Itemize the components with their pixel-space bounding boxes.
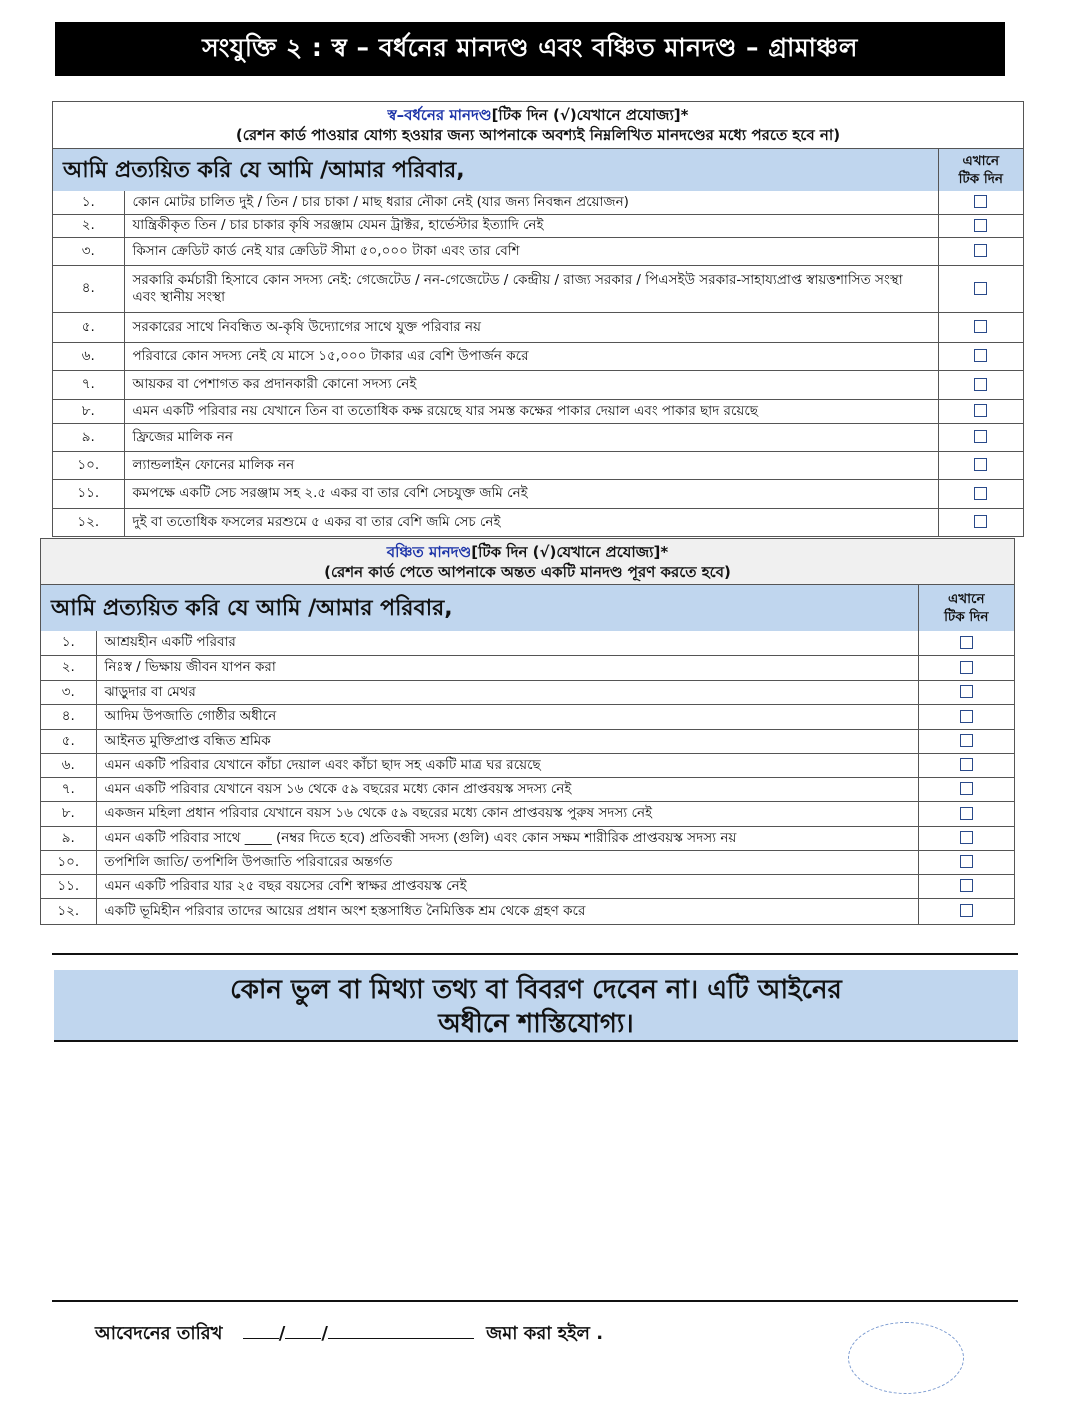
checkbox-icon[interactable] [960,758,973,771]
section-instruction: [টিক দিন (√)যেখানে প্রযোজ্য]* [491,106,689,124]
criterion-text: পরিবারে কোন সদস্য নেই যে মাসে ১৫,০০০ টাকার এর বেশি উপার্জন করে [124,342,938,370]
checkbox-icon[interactable] [974,219,987,232]
checkbox-icon[interactable] [974,195,987,208]
tick-cell[interactable] [938,191,1023,214]
tick-column-header: এখানে টিক দিন [938,149,1023,191]
checkbox-icon[interactable] [960,782,973,795]
self-enrichment-criteria-section [52,101,1024,537]
tick-cell[interactable] [918,826,1014,850]
table-row [53,237,1023,265]
row-number: ১. [41,631,96,655]
table-row [53,342,1023,370]
tick-cell[interactable] [918,874,1014,898]
table-row [41,680,1014,704]
table-row [41,777,1014,801]
table-row [41,631,1014,655]
criterion-text: একজন মহিলা প্রধান পরিবার যেখানে বয়স ১৬ থেকে ৫৯ বছরের মধ্যে কোন প্রাপ্তবয়স্ক পুরুষ সদস্য নেই [96,801,918,826]
criterion-text: এমন একটি পরিবার যার ২৫ বছর বয়সের বেশি স্বাক্ষর প্রাপ্তবয়স্ক নেই [96,874,918,898]
checkbox-icon[interactable] [974,282,987,295]
date-label: আবেদনের তারিখ [95,1323,223,1344]
checkbox-icon[interactable] [974,515,987,528]
checkbox-icon[interactable] [974,487,987,500]
tick-cell[interactable] [938,479,1023,508]
tick-cell[interactable] [918,850,1014,874]
tick-cell[interactable] [918,729,1014,753]
row-number: ৩. [53,237,124,265]
table-row [53,370,1023,399]
row-number: ১২. [41,898,96,924]
tick-cell[interactable] [938,423,1023,451]
checkbox-icon[interactable] [960,879,973,892]
application-date-row: আবেদনের তারিখ / / জমা করা হইল . [95,1318,603,1350]
row-number: ২. [53,214,124,237]
checkbox-icon[interactable] [960,636,973,649]
date-year-field[interactable] [328,1318,474,1339]
section-subheading: (রেশন কার্ড পাওয়ার যোগ্য হওয়ার জন্য আপনাকে অবশ্যই নিম্নলিখিত মানদণ্ডের মধ্যে পরতে হবে না) [235,126,841,144]
row-number: ৫. [53,312,124,342]
criterion-text: আশ্রয়হীন একটি পরিবার [96,631,918,655]
table-row [53,423,1023,451]
table-row [41,826,1014,850]
tick-cell[interactable] [938,399,1023,423]
stamp-circle [848,1322,964,1394]
tick-cell[interactable] [918,777,1014,801]
criterion-text: এমন একটি পরিবার যেখানে কাঁচা দেয়াল এবং কাঁচা ছাদ সহ একটি মাত্র ঘর রয়েছে [96,753,918,777]
checkbox-icon[interactable] [974,378,987,391]
criterion-text: সরকারি কর্মচারী হিসাবে কোন সদস্য নেই: গেজেটেড / নন-গেজেটেড / কেন্দ্রীয় / রাজ্য সরকার / পিএসইউ সরকার-সাহায্যপ্রাপ্ত স্বায়ত্তশাসিত সংস্থা এবং স্থানীয় সংস্থা [124,265,938,312]
checkbox-icon[interactable] [960,685,973,698]
section-title: বঞ্চিত মানদণ্ড [386,543,472,561]
row-number: ৭. [41,777,96,801]
deprived-criteria-section [40,538,1015,925]
checkbox-icon[interactable] [960,855,973,868]
checkbox-icon[interactable] [974,458,987,471]
section-heading [53,102,1023,149]
table-row [53,312,1023,342]
checkbox-icon[interactable] [960,710,973,723]
table-row [53,191,1023,214]
legal-warning [54,970,1018,1042]
warning-line-1: কোন ভুল বা মিথ্যা তথ্য বা বিবরণ দেবেন না। এটি আইনের [230,975,842,1005]
checkbox-icon[interactable] [974,404,987,417]
tick-cell[interactable] [918,898,1014,924]
checkbox-icon[interactable] [960,807,973,820]
table-row [53,214,1023,237]
checkbox-icon[interactable] [974,349,987,362]
row-number: ৪. [53,265,124,312]
tick-cell[interactable] [938,342,1023,370]
date-month-field[interactable] [285,1318,321,1339]
tick-cell[interactable] [918,631,1014,655]
table-header-row [41,585,1014,631]
row-number: ১. [53,191,124,214]
tick-column-header: এখানে টিক দিন [918,585,1014,631]
table-row [41,898,1014,924]
row-number: ১০. [53,451,124,479]
date-day-field[interactable] [243,1318,279,1339]
tick-cell[interactable] [938,370,1023,399]
section-title: স্ব–বর্ধনের মানদণ্ড [387,106,492,124]
row-number: ৯. [41,826,96,850]
table-header-row [53,149,1023,191]
row-number: ২. [41,655,96,680]
tick-cell[interactable] [938,508,1023,536]
tick-cell[interactable] [938,265,1023,312]
criterion-text: এমন একটি পরিবার যেখানে বয়স ১৬ থেকে ৫৯ বছরের মধ্যে কোন প্রাপ্তবয়স্ক সদস্য নেই [96,777,918,801]
row-number: ৬. [53,342,124,370]
table-row [53,451,1023,479]
section-instruction: [টিক দিন (√)যেখানে প্রযোজ্য]* [471,543,669,561]
row-number: ১১. [53,479,124,508]
criterion-text: আদিম উপজাতি গোষ্ঠীর অধীনে [96,704,918,729]
tick-cell[interactable] [918,704,1014,729]
tick-cell[interactable] [938,214,1023,237]
criterion-text: তপশিলি জাতি/ তপশিলি উপজাতি পরিবারের অন্তর্গত [96,850,918,874]
declaration-text: আমি প্রত্যয়িত করি যে আমি /আমার পরিবার, [41,585,918,631]
criterion-text: যান্ত্রিকীকৃত তিন / চার চাকার কৃষি সরঞ্জাম যেমন ট্রাক্টর, হার্ভেস্টার ইত্যাদি নেই [124,214,938,237]
table-row [41,801,1014,826]
criterion-text: কমপক্ষে একটি সেচ সরঞ্জাম সহ ২.৫ একর বা তার বেশি সেচযুক্ত জমি নেই [124,479,938,508]
table-row [41,704,1014,729]
criterion-text: ঝাড়ুদার বা মেথর [96,680,918,704]
criterion-text: কোন মোটর চালিত দুই / তিন / চার চাকা / মাছ ধরার নৌকা নেই (যার জন্য নিবন্ধন প্রয়োজন) [124,191,938,214]
tick-cell[interactable] [938,451,1023,479]
criterion-text: এমন একটি পরিবার সাথে ____ (নম্বর দিতে হবে) প্রতিবন্ধী সদস্য (গুলি) এবং কোন সক্ষম শারীরিক প্রাপ্তবয়স্ক সদস্য নয় [96,826,918,850]
row-number: ৪. [41,704,96,729]
row-number: ৭. [53,370,124,399]
page-title: সংযুক্তি ২ : স্ব – বর্ধনের মানদণ্ড এবং বঞ্চিত মানদণ্ড – গ্রামাঞ্চল [55,22,1005,76]
tick-cell[interactable] [918,753,1014,777]
checkbox-icon[interactable] [960,734,973,747]
divider [52,953,1018,955]
tick-cell[interactable] [938,312,1023,342]
submitted-label: জমা করা হইল . [486,1323,604,1344]
tick-cell[interactable] [918,655,1014,680]
tick-cell[interactable] [918,680,1014,704]
declaration-text: আমি প্রত্যয়িত করি যে আমি /আমার পরিবার, [53,149,938,191]
checkbox-icon[interactable] [974,320,987,333]
criterion-text: কিসান ক্রেডিট কার্ড নেই যার ক্রেডিট সীমা ৫০,০০০ টাকা এবং তার বেশি [124,237,938,265]
tick-cell[interactable] [918,801,1014,826]
table-row [41,874,1014,898]
criteria-table [41,585,1014,924]
criterion-text: আইনত মুক্তিপ্রাপ্ত বন্ধিত শ্রমিক [96,729,918,753]
table-row [53,265,1023,312]
checkbox-icon[interactable] [960,904,973,917]
criterion-text: দুই বা ততোধিক ফসলের মরশুমে ৫ একর বা তার বেশি জমি সেচ নেই [124,508,938,536]
table-row [53,508,1023,536]
row-number: ৫. [41,729,96,753]
criterion-text: ফ্রিজের মালিক নন [124,423,938,451]
criterion-text: নিঃস্ব / ভিক্ষায় জীবন যাপন করা [96,655,918,680]
table-row [41,753,1014,777]
criterion-text: আয়কর বা পেশাগত কর প্রদানকারী কোনো সদস্য নেই [124,370,938,399]
table-row [41,655,1014,680]
row-number: ৩. [41,680,96,704]
section-subheading: (রেশন কার্ড পেতে আপনাকে অন্তত একটি মানদণ্ড পূরণ করতে হবে) [324,563,731,581]
criterion-text: সরকারের সাথে নিবন্ধিত অ-কৃষি উদ্যোগের সাথে যুক্ত পরিবার নয় [124,312,938,342]
checkbox-icon[interactable] [960,831,973,844]
criteria-table [53,149,1023,536]
table-row [53,399,1023,423]
row-number: ৬. [41,753,96,777]
row-number: ৮. [53,399,124,423]
table-row [53,479,1023,508]
table-row [41,850,1014,874]
criterion-text: ল্যান্ডলাইন ফোনের মালিক নন [124,451,938,479]
criterion-text: একটি ভূমিহীন পরিবার তাদের আয়ের প্রধান অংশ হস্তসাধিত নৈমিত্তিক শ্রম থেকে গ্রহণ করে [96,898,918,924]
divider [52,1300,1018,1302]
section-heading [41,539,1014,585]
checkbox-icon[interactable] [974,430,987,443]
row-number: ৮. [41,801,96,826]
row-number: ১১. [41,874,96,898]
row-number: ১০. [41,850,96,874]
table-row [41,729,1014,753]
checkbox-icon[interactable] [960,661,973,674]
row-number: ৯. [53,423,124,451]
row-number: ১২. [53,508,124,536]
tick-cell[interactable] [938,237,1023,265]
warning-line-2: অধীনে শাস্তিযোগ্য। [438,1009,634,1039]
checkbox-icon[interactable] [974,244,987,257]
criterion-text: এমন একটি পরিবার নয় যেখানে তিন বা ততোধিক কক্ষ রয়েছে যার সমস্ত কক্ষের পাকার দেয়াল এবং পাকার ছাদ রয়েছে [124,399,938,423]
